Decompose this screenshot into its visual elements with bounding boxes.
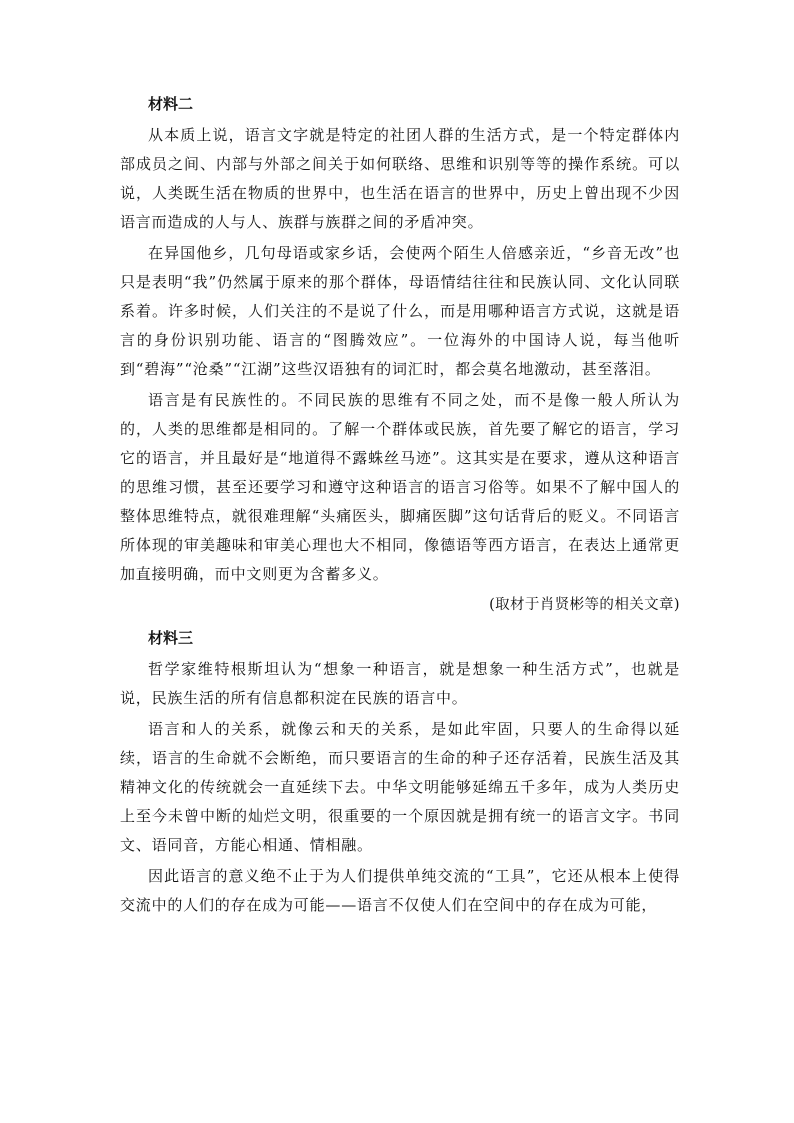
material-3-paragraph-2: 语言和人的关系，就像云和天的关系，是如此牢固，只要人的生命得以延续，语言的生命就不会断绝，而只要语言的生命的种子还存活着，民族生活及其精神文化的传统就会一直延续下去。中华文明能够延绵五千多年，成为人类历史上至今未曾中断的灿烂文明，很重要的一个原因就是拥有统一的语言文字。书同文、语同音，方能心相通、情相融。 — [120, 720, 680, 854]
material-2-source: (取材于肖贤彬等的相关文章) — [489, 597, 680, 613]
material-3-heading: 材料三 — [148, 629, 194, 647]
material-3-paragraph-3: 因此语言的意义绝不止于为人们提供单纯交流的“工具”，它还从根本上使得交流中的人们的存在成为可能——语言不仅使人们在空间中的存在成为可能， — [120, 867, 680, 914]
material-3-paragraph-1: 哲学家维特根斯坦认为“想象一种语言，就是想象一种生活方式”，也就是说，民族生活的所有信息都积淀在民族的语言中。 — [120, 660, 680, 707]
material-2-paragraph-1: 从本质上说，语言文字就是特定的社团人群的生活方式，是一个特定群体内部成员之间、内部与外部之间关于如何联络、思维和识别等等的操作系统。可以说，人类既生活在物质的世界中，也生活在语言的世界中，历史上曾出现不少因语言而造成的人与人、族群与族群之间的矛盾冲突。 — [120, 126, 680, 231]
material-2-paragraph-3: 语言是有民族性的。不同民族的思维有不同之处，而不是像一般人所认为的，人类的思维都是相同的。了解一个群体或民族，首先要了解它的语言，学习它的语言，并且最好是“地道得不露蛛丝马迹”。这其实是在要求，遵从这种语言的思维习惯，甚至还要学习和遵守这种语言的语言习俗等。如果不了解中国人的整体思维特点，就很难理解“头痛医头，脚痛医脚”这句话背后的贬义。不同语言所体现的审美趣味和审美心理也大不相同，像德语等西方语言，在表达上通常更加直接明确，而中文则更为含蓄多义。 — [120, 391, 680, 583]
material-2-heading: 材料二 — [148, 95, 194, 113]
material-2-paragraph-2: 在异国他乡，几句母语或家乡话，会使两个陌生人倍感亲近，“乡音无改”也只是表明“我”仍然属于原来的那个群体，母语情结往往和民族认同、文化认同联系着。许多时候，人们关注的不是说了什么，而是用哪种语言方式说，这就是语言的身份识别功能、语言的“图腾效应”。一位海外的中国诗人说，每当他听到“碧海”“沧桑”“江湖”这些汉语独有的词汇时，都会莫名地激动，甚至落泪。 — [120, 244, 680, 378]
document-page — [120, 90, 680, 922]
